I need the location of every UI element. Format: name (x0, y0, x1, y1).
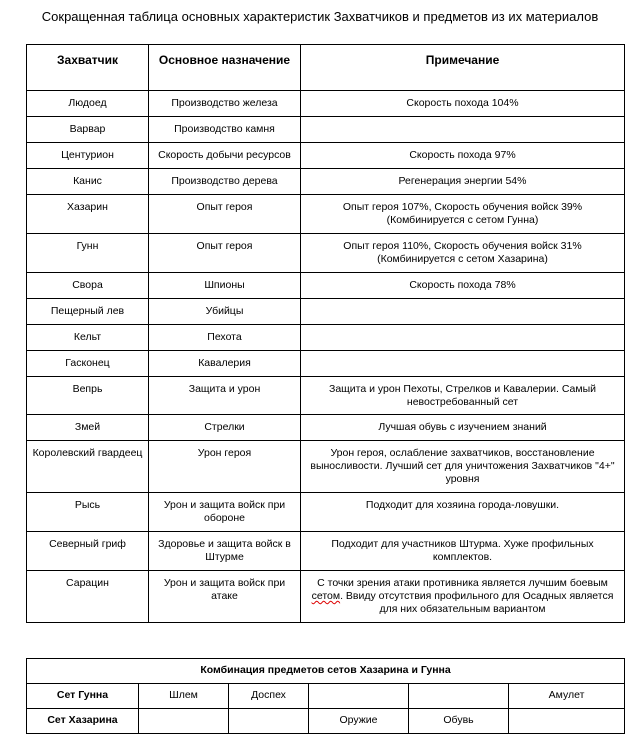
invader-purpose: Стрелки (149, 415, 301, 441)
invader-purpose: Урон и защита войск при атаке (149, 571, 301, 623)
table-row (27, 169, 625, 195)
table-row (27, 195, 625, 234)
note-text: С точки зрения атаки противника является лучшим боевым (317, 577, 608, 589)
invader-name: Варвар (27, 117, 149, 143)
set-label: Сет Хазарина (27, 709, 139, 734)
invader-note (301, 299, 625, 325)
table-row (27, 299, 625, 325)
invader-name: Северный гриф (27, 532, 149, 571)
invader-purpose: Опыт героя (149, 195, 301, 234)
invader-purpose: Шпионы (149, 273, 301, 299)
invader-name: Вепрь (27, 377, 149, 415)
invader-purpose: Производство железа (149, 91, 301, 117)
invader-purpose: Опыт героя (149, 234, 301, 273)
invader-note (301, 325, 625, 351)
invader-note (301, 571, 625, 623)
set-item (509, 709, 625, 734)
invader-note: Скорость похода 104% (301, 91, 625, 117)
table-row (27, 234, 625, 273)
set-item: Шлем (139, 684, 229, 709)
table-row (27, 493, 625, 532)
invader-name: Людоед (27, 91, 149, 117)
invader-note: Регенерация энергии 54% (301, 169, 625, 195)
invader-note: Урон героя, ослабление захватчиков, восстановление выносливости. Лучший сет для уничтожения Захватчиков "4+" уровня (301, 441, 625, 493)
sets-table-caption: Комбинация предметов сетов Хазарина и Гунна (27, 659, 625, 684)
invader-purpose: Производство камня (149, 117, 301, 143)
invaders-table (26, 44, 625, 623)
header-note: Примечание (301, 45, 625, 91)
set-item (229, 709, 309, 734)
invader-note (301, 351, 625, 377)
table-row (27, 709, 625, 734)
table-row (27, 377, 625, 415)
invader-note: Защита и урон Пехоты, Стрелков и Кавалерии. Самый невостребованный сет (301, 377, 625, 415)
table-row (27, 441, 625, 493)
set-item (139, 709, 229, 734)
invader-name: Кельт (27, 325, 149, 351)
invader-name: Свора (27, 273, 149, 299)
set-item (309, 684, 409, 709)
invader-name: Королевский гвардеец (27, 441, 149, 493)
sets-combination-table (26, 658, 625, 734)
set-item: Амулет (509, 684, 625, 709)
note-text: . Ввиду отсутствия профильного для Осадных является для них обязательным вариантом (340, 590, 614, 615)
set-label: Сет Гунна (27, 684, 139, 709)
invader-purpose: Защита и урон (149, 377, 301, 415)
table-row (27, 117, 625, 143)
header-invader: Захватчик (27, 45, 149, 91)
invader-name: Центурион (27, 143, 149, 169)
invader-purpose: Скорость добычи ресурсов (149, 143, 301, 169)
invader-note: Скорость похода 97% (301, 143, 625, 169)
header-purpose: Основное назначение (149, 45, 301, 91)
invader-note: Лучшая обувь с изучением знаний (301, 415, 625, 441)
set-item: Оружие (309, 709, 409, 734)
invader-note: Подходит для хозяина города-ловушки. (301, 493, 625, 532)
invader-name: Сарацин (27, 571, 149, 623)
invader-note: Подходит для участников Штурма. Хуже профильных комплектов. (301, 532, 625, 571)
invader-name: Хазарин (27, 195, 149, 234)
table-row (27, 325, 625, 351)
invader-name: Рысь (27, 493, 149, 532)
invader-note: Опыт героя 110%, Скорость обучения войск 31% (Комбинируется с сетом Хазарина) (301, 234, 625, 273)
invader-purpose: Убийцы (149, 299, 301, 325)
invader-purpose: Кавалерия (149, 351, 301, 377)
set-item: Обувь (409, 709, 509, 734)
invader-purpose: Урон и защита войск при обороне (149, 493, 301, 532)
invader-purpose: Урон героя (149, 441, 301, 493)
invader-name: Гасконец (27, 351, 149, 377)
table-row (27, 571, 625, 623)
table-row (27, 143, 625, 169)
invader-name: Пещерный лев (27, 299, 149, 325)
spelling-error-word: сетом (311, 590, 341, 602)
set-item (409, 684, 509, 709)
document-title: Сокращенная таблица основных характеристик Захватчиков и предметов из их материалов (41, 9, 599, 24)
table-row (27, 91, 625, 117)
invader-purpose: Производство дерева (149, 169, 301, 195)
table-row (27, 532, 625, 571)
invader-name: Змей (27, 415, 149, 441)
invader-purpose: Здоровье и защита войск в Штурме (149, 532, 301, 571)
invader-name: Гунн (27, 234, 149, 273)
invader-note (301, 117, 625, 143)
table-row (27, 684, 625, 709)
table-row (27, 351, 625, 377)
invader-note: Скорость похода 78% (301, 273, 625, 299)
set-item: Доспех (229, 684, 309, 709)
invader-note: Опыт героя 107%, Скорость обучения войск 39% (Комбинируется с сетом Гунна) (301, 195, 625, 234)
invader-name: Канис (27, 169, 149, 195)
table-row (27, 415, 625, 441)
invader-purpose: Пехота (149, 325, 301, 351)
table-row (27, 273, 625, 299)
